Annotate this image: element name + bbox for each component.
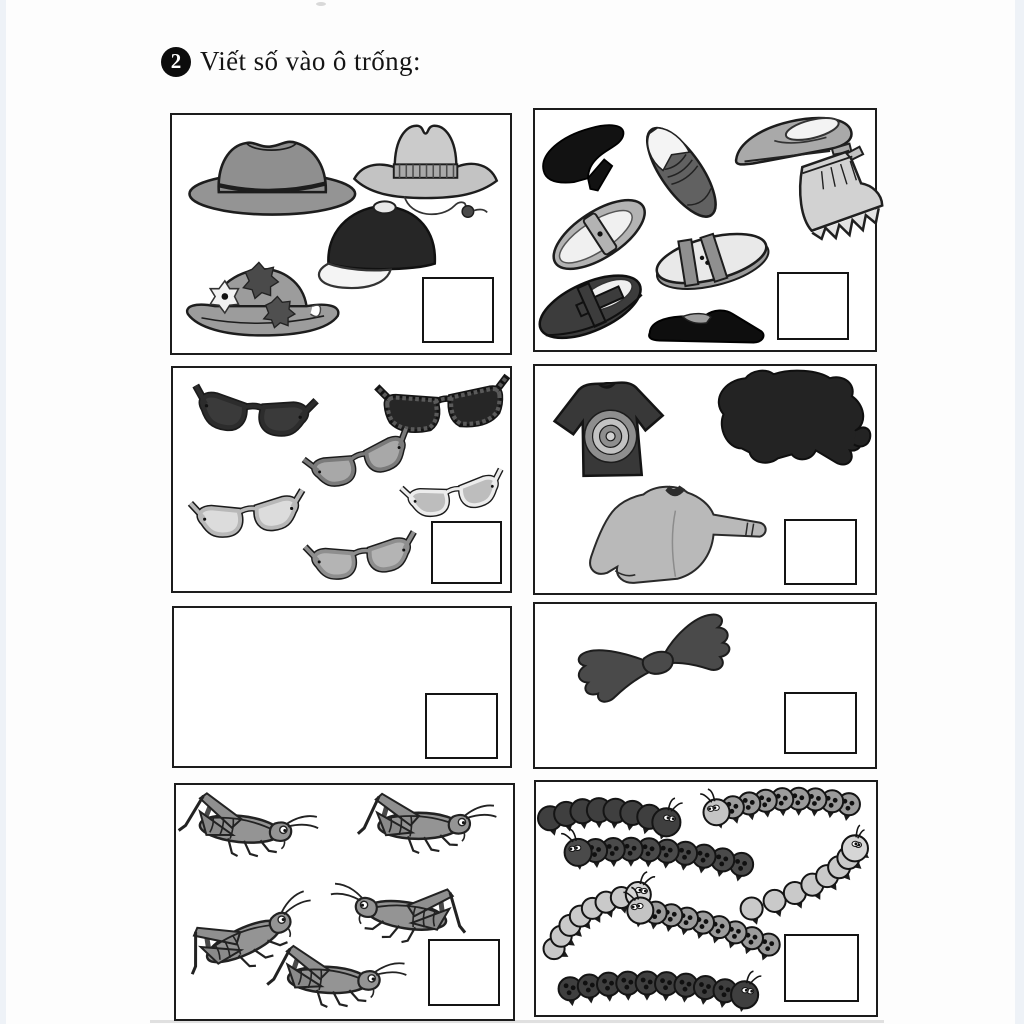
- grasshopper-icon: [266, 944, 409, 1015]
- answer-box-shoes[interactable]: [777, 272, 849, 340]
- panel-shoes: [533, 108, 877, 352]
- panel-shirts: [533, 364, 877, 595]
- grasshopper-icon: [357, 793, 497, 857]
- gray-cat-eye-glasses-icon: [303, 429, 415, 491]
- panel-caterpillars: [534, 780, 878, 1017]
- dark-sunglasses-icon: [377, 376, 511, 432]
- dark-cat-eye-sunglasses-icon: [191, 384, 317, 439]
- exercise-header: [161, 46, 421, 77]
- gray-cat-eye-glasses-icon-2: [305, 532, 418, 580]
- caterpillar-icon: [538, 798, 683, 839]
- answer-box-bow[interactable]: [784, 692, 857, 754]
- scan-edge-right: [1015, 0, 1024, 1024]
- t-shirt-icon: [553, 380, 666, 479]
- flower-sun-hat-icon: [187, 262, 338, 335]
- mary-jane-shoe-icon: [543, 187, 656, 283]
- high-heel-pump-icon: [539, 124, 629, 196]
- white-cat-eye-glasses-icon: [401, 469, 506, 518]
- blouse-icon: [590, 486, 766, 583]
- answer-box-blank[interactable]: [425, 693, 498, 759]
- oxford-shoe-icon: [635, 118, 728, 226]
- scan-edge-left: [0, 0, 6, 1024]
- answer-box-grasshoppers[interactable]: [428, 939, 500, 1006]
- scan-speck: [316, 2, 326, 6]
- grasshopper-icon: [327, 877, 470, 948]
- t-strap-shoe-icon: [531, 263, 650, 351]
- answer-box-hats[interactable]: [422, 277, 494, 343]
- panel-hats: [170, 113, 512, 355]
- panel-glasses: [171, 366, 512, 593]
- answer-box-glasses[interactable]: [431, 521, 502, 584]
- caterpillar-icon: [741, 825, 869, 924]
- panel-bow: [533, 602, 877, 769]
- boot-icon: [792, 145, 887, 244]
- bow-icon: [572, 612, 736, 707]
- answer-box-caterpillars[interactable]: [784, 934, 859, 1002]
- answer-box-shirts[interactable]: [784, 519, 857, 585]
- exercise-number-badge: 2: [161, 47, 191, 77]
- baseball-cap-icon: [319, 201, 435, 288]
- light-cat-eye-glasses-icon: [190, 490, 306, 538]
- caterpillar-icon: [561, 829, 753, 882]
- panel-grasshoppers: [174, 783, 515, 1021]
- exercise-instruction: Viết số vào ô trống:: [200, 46, 421, 76]
- caterpillar-icon: [700, 788, 860, 829]
- sweater-icon: [719, 371, 871, 465]
- grasshopper-icon: [176, 790, 321, 868]
- caterpillar-icon: [559, 971, 762, 1012]
- sandal-icon: [650, 221, 773, 299]
- fedora-hat-icon: [189, 142, 355, 215]
- dress-shoe-icon: [649, 307, 765, 346]
- panel-blank: [172, 606, 512, 768]
